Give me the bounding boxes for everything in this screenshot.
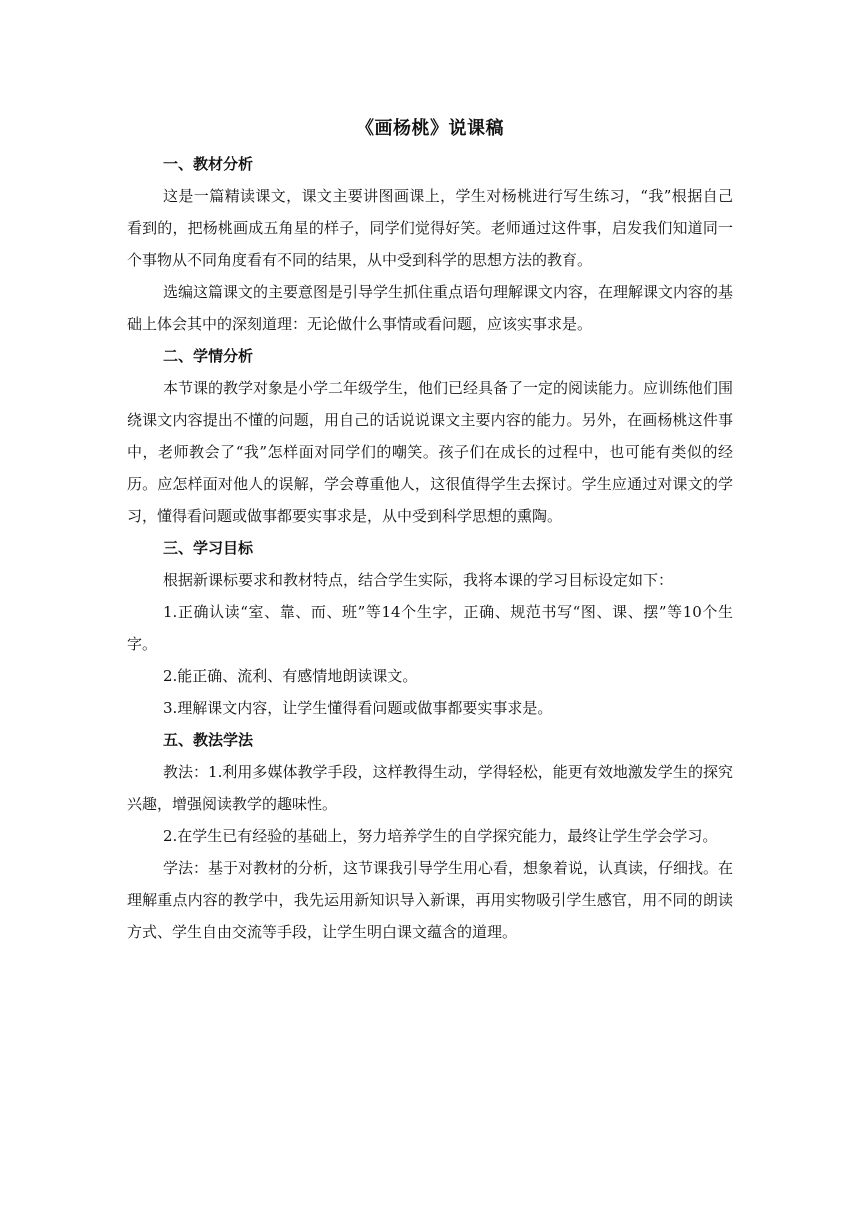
section-heading: 二、学情分析 (163, 347, 254, 365)
section-textbook-analysis (127, 148, 733, 340)
section-heading: 一、教材分析 (163, 155, 254, 173)
paragraph: 2.在学生已有经验的基础上，努力培养学生的自学探究能力，最终让学生学会学习。 (163, 827, 718, 845)
section-learning-goals (127, 532, 733, 724)
paragraph: 选编这篇课文的主要意图是引导学生抓住重点语句理解课文内容，在理解课文内容的基础上体会其中的深刻道理：无论做什么事情或看问题，应该实事求是。 (127, 283, 734, 333)
paragraph: 本节课的教学对象是小学二年级学生，他们已经具备了一定的阅读能力。应训练他们围绕课文内容提出不懂的问题，用自己的话说说课文主要内容的能力。另外，在画杨桃这件事中，老师教会了“我”怎样面对同学们的嘲笑。孩子们在成长的过程中，也可能有类似的经历。应怎样面对他人的误解，学会尊重他人，这很值得学生去探讨。学生应通过对课文的学习，懂得看问题或做事都要实事求是，从中受到科学思想的熏陶。 (127, 379, 734, 525)
document-body (127, 114, 733, 948)
section-teaching-methods (127, 724, 733, 948)
goal-item: 3.理解课文内容，让学生懂得看问题或做事都要实事求是。 (163, 699, 553, 717)
paragraph: 这是一篇精读课文，课文主要讲图画课上，学生对杨桃进行写生练习，“我”根据自己看到的，把杨桃画成五角星的样子，同学们觉得好笑。老师通过这件事，启发我们知道同一个事物从不同角度看有不同的结果，从中受到科学的思想方法的教育。 (127, 187, 733, 269)
document-title: 《画杨桃》说课稿 (356, 118, 504, 139)
section-heading: 三、学习目标 (163, 539, 254, 557)
section-student-analysis (127, 340, 733, 532)
section-heading: 五、教法学法 (163, 731, 254, 749)
goal-item: 2.能正确、流利、有感情地朗读课文。 (163, 667, 418, 685)
goal-item: 1.正确认读“室、靠、而、班”等14个生字，正确、规范书写“图、课、摆”等10个生字。 (127, 603, 733, 653)
paragraph: 教法：1.利用多媒体教学手段，这样教得生动，学得轻松，能更有效地激发学生的探究兴趣，增强阅读教学的趣味性。 (127, 763, 733, 813)
paragraph: 学法：基于对教材的分析，这节课我引导学生用心看，想象着说，认真读，仔细找。在理解重点内容的教学中，我先运用新知识导入新课，再用实物吸引学生感官，用不同的朗读方式、学生自由交流等手段，让学生明白课文蕴含的道理。 (127, 859, 734, 941)
paragraph: 根据新课标要求和教材特点，结合学生实际，我将本课的学习目标设定如下： (163, 571, 674, 589)
